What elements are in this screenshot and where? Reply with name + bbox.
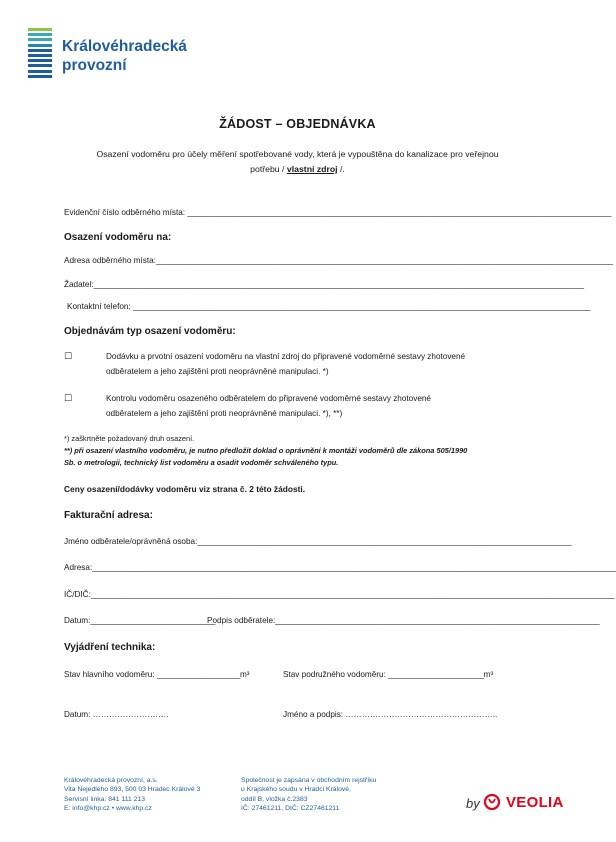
option-kontrola-line-1: Kontrolu vodoměru osazeného odběratelem do připravené vodoměrné sestavy zhotovené [106, 394, 431, 403]
note-vlastni-line-2: Sb. o metrologii, technický list vodoměru a osadit vodoměr schváleného typu. [64, 457, 339, 467]
footer-company-info [64, 776, 200, 813]
page-title: ŽÁDOST – OBJEDNÁVKA [219, 117, 376, 131]
adresa-om-label: Adresa odběrného místa: [64, 256, 156, 265]
technik-heading: Vyjádření technika: [64, 642, 156, 653]
intro-part-2: potřebu / [250, 164, 287, 174]
intro-text [36, 147, 559, 177]
telefon-label: Kontaktní telefon: [67, 302, 131, 311]
zadatel-field[interactable]: Žadatel:______________________________________________________________________________________________________________________ [64, 280, 584, 289]
fakturacni-adresa-field[interactable]: Adresa:______________________________________________________________________________________________________________________________ [64, 563, 616, 572]
jmeno-odberatele-label: Jméno odběratele/oprávněná osoba: [64, 537, 198, 546]
footer-registry-4: IČ: 27461211, DIČ: CZ27461211 [241, 804, 340, 812]
ic-dic-label: IČ/DIČ: [64, 590, 91, 599]
logo-line-1: Královéhradecká [62, 38, 187, 55]
checkbox-kontrola[interactable]: ☐ [64, 393, 73, 403]
option-kontrola-line-2: odběratelem a jeho zajištění proti neoprávněné manipulaci. *), **) [106, 408, 343, 418]
footer-registry-1: Společnost je zapsána v obchodním rejstříku [241, 777, 377, 784]
footer-company-name: Královéhradecká provozní, a.s. [64, 777, 158, 784]
fakturacni-datum-label: Datum: [64, 616, 91, 625]
telefon-field[interactable]: Kontaktní telefon: ______________________________________________________________________________________________________________ [67, 302, 590, 311]
footer-registry-info [241, 776, 376, 813]
footer-registry-3: oddíl B, vložka č.2383 [241, 795, 308, 803]
ceny-note: Ceny osazení/dodávky vodoměru viz strana č. 2 této žádosti. [64, 484, 306, 494]
logo-mark-icon [28, 28, 52, 80]
by-label: by [466, 796, 480, 811]
adresa-om-field[interactable]: Adresa odběrného místa:______________________________________________________________________________________________________________ [64, 256, 613, 265]
footer-service-line: Servisní linka: 841 111 213 [64, 795, 145, 803]
intro-part-1: Osazení vodoměru pro účely měření spotřebované vody, která je vypouštěna do kanalizace pro veřejnou [96, 149, 499, 159]
evidencni-cislo-field[interactable]: Evidenční číslo odběrného místa: ______________________________________________________________________________________________________ [64, 208, 612, 217]
note-checkbox: *) zaškrtněte požadovaný druh osazení. [64, 434, 195, 443]
stav-hlavni-unit: m³ [239, 670, 250, 679]
objednavam-heading: Objednávám typ osazení vodoměru: [64, 326, 236, 337]
note-vlastni-vodomer [64, 445, 584, 468]
option-dodavka [106, 350, 552, 379]
jmeno-odberatele-field[interactable]: Jméno odběratele/oprávněná osoba:__________________________________________________________________________________________ [64, 537, 572, 546]
stav-podruzny-label: Stav podružného vodoměru: [283, 670, 389, 679]
option-dodavka-line-1: Dodávku a prvotní osazení vodoměru na vlastní zdroj do připravené vodoměrné sestavy zhotovené [106, 352, 466, 361]
veolia-logo-icon [484, 794, 500, 810]
option-dodavka-line-2: odběratelem a jeho zajištění proti neoprávněné manipulaci. *) [106, 366, 329, 376]
ic-dic-field[interactable]: IČ/DIČ:______________________________________________________________________________________________________________________________ [64, 590, 615, 599]
stav-hlavni-label: Stav hlavního vodoměru: [64, 670, 157, 679]
checkbox-dodavka[interactable]: ☐ [64, 351, 73, 361]
podpis-odberatele-label: Podpis odběratele: [207, 616, 276, 625]
footer-registry-2: u Krajského soudu v Hradci Králové, [241, 786, 351, 794]
technik-jmeno-field[interactable]: Jméno a podpis: ……………………………………………….. [283, 710, 498, 719]
company-logo [62, 37, 187, 75]
fakturacni-heading: Fakturační adresa: [64, 510, 153, 521]
stav-podruzny-field[interactable]: Stav podružného vodoměru: _______________________m³ [283, 670, 494, 679]
footer-contact: E: info@khp.cz • www.khp.cz [64, 804, 152, 812]
osazeni-heading: Osazení vodoměru na: [64, 232, 172, 243]
stav-podruzny-unit: m³ [483, 670, 494, 679]
intro-part-3: /. [337, 164, 345, 174]
technik-datum-field[interactable]: Datum: ………………………. [64, 710, 169, 719]
footer-company-address: Vita Nejedlého 893, 500 03 Hradec Králové 3 [64, 786, 201, 794]
note-vlastni-line-1: **) při osazení vlastního vodoměru, je nutno předložit doklad o oprávnění k montáži vodoměrů dle zákona 505/1990 [64, 446, 468, 455]
fakturacni-adresa-label: Adresa: [64, 563, 93, 572]
fakturacni-datum-field[interactable]: Datum:______________________________ [64, 616, 215, 625]
zadatel-label: Žadatel: [64, 280, 94, 289]
option-kontrola [106, 392, 552, 421]
stav-hlavni-field[interactable]: Stav hlavního vodoměru: ____________________m³ [64, 670, 250, 679]
logo-line-2: provozní [62, 57, 127, 74]
podpis-odberatele-field[interactable]: Podpis odběratele:______________________________________________________________________________ [207, 616, 600, 625]
veolia-brand: VEOLIA [506, 794, 564, 811]
intro-underlined: vlastní zdroj [286, 164, 338, 174]
evidencni-cislo-label: Evidenční číslo odběrného místa: [64, 208, 186, 217]
